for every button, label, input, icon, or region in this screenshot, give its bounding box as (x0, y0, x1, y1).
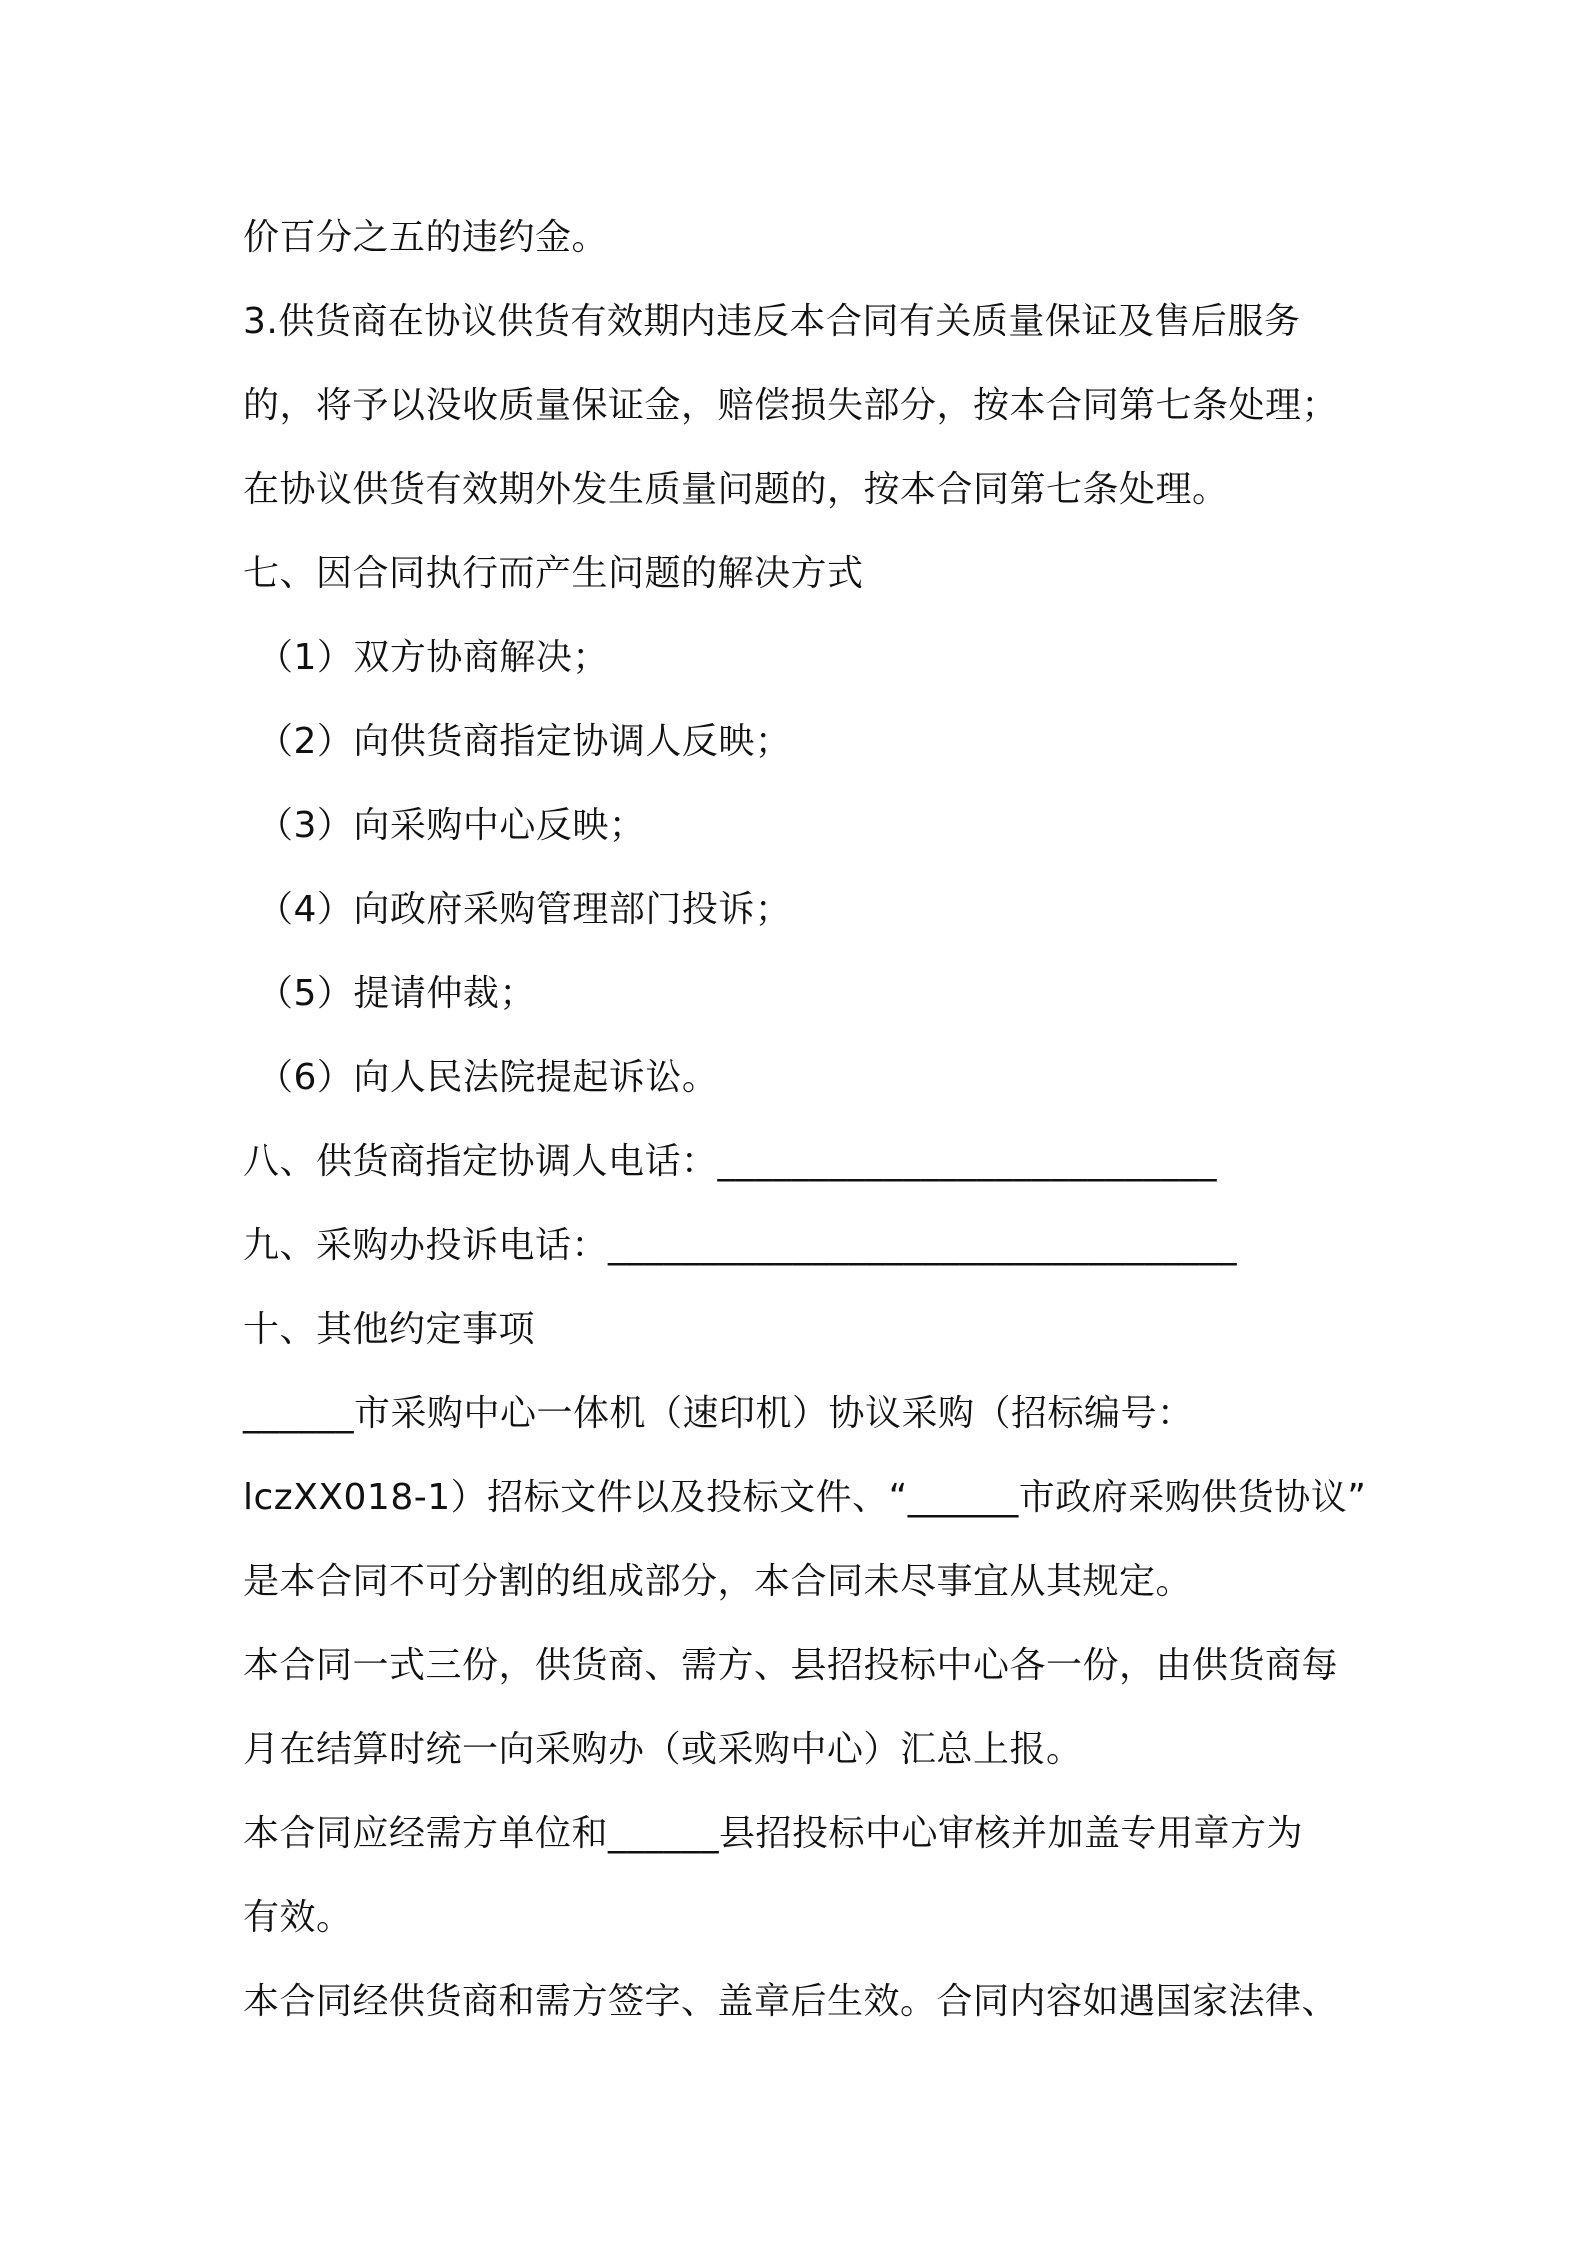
list-item: （2）向供货商指定协调人反映； (257, 721, 792, 762)
body-line: 本合同一式三份，供货商、需方、县招投标中心各一份，由供货商每 (243, 1645, 1339, 1686)
list-item: （3）向采购中心反映； (257, 805, 646, 846)
body-line: 有效。 (243, 1897, 353, 1938)
body-line: 本合同应经需方单位和______县招投标中心审核并加盖专用章方为 (243, 1813, 1304, 1854)
list-item: （4）向政府采购管理部门投诉； (257, 889, 792, 930)
section-heading-9: 九、采购办投诉电话：__________________________________ (243, 1225, 1238, 1266)
body-line: 月在结算时统一向采购办（或采购中心）汇总上报。 (243, 1729, 1083, 1770)
body-line: ______市采购中心一体机（速印机）协议采购（招标编号： (243, 1393, 1194, 1434)
body-line: 3.供货商在协议供货有效期内违反本合同有关质量保证及售后服务 (243, 301, 1301, 342)
body-line: 的，将予以没收质量保证金，赔偿损失部分，按本合同第七条处理； (243, 385, 1339, 426)
body-line: 在协议供货有效期外发生质量问题的，按本合同第七条处理。 (243, 469, 1229, 510)
body-line: 价百分之五的违约金。 (243, 217, 609, 258)
section-heading-7: 七、因合同执行而产生问题的解决方式 (243, 553, 864, 594)
list-item: （5）提请仲裁； (257, 973, 536, 1014)
list-item: （1）双方协商解决； (257, 637, 609, 678)
list-item: （6）向人民法院提起诉讼。 (257, 1057, 719, 1098)
body-line: 是本合同不可分割的组成部分，本合同未尽事宜从其规定。 (243, 1561, 1193, 1602)
section-heading-8: 八、供货商指定协调人电话：___________________________ (243, 1141, 1218, 1182)
document-body (243, 196, 1367, 2044)
body-line: lczXX018-1）招标文件以及投标文件、“______市政府采购供货协议” (243, 1477, 1367, 1518)
body-line: 本合同经供货商和需方签字、盖章后生效。合同内容如遇国家法律、 (243, 1981, 1339, 2022)
section-heading-10: 十、其他约定事项 (243, 1309, 536, 1350)
